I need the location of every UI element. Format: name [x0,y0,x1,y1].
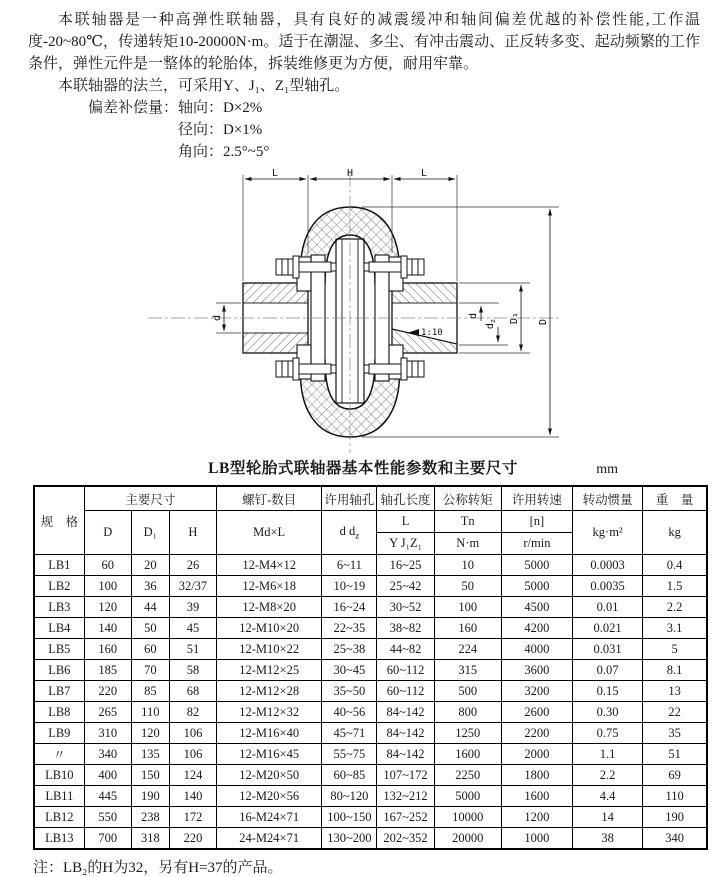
cell-inertia: 0.0035 [573,576,643,597]
cell-inertia: 0.021 [573,618,643,639]
cell-inertia: 38 [573,828,643,850]
cell-bore: 16~24 [322,597,377,618]
cell-torque: 20000 [434,828,501,850]
cell-H: 32/37 [169,576,216,597]
cell-bore-length: 16~25 [377,555,434,576]
cell-D: 100 [84,576,131,597]
cell-D1: 60 [131,639,169,660]
cell-H: 172 [169,807,216,828]
cell-torque: 10 [434,555,501,576]
compensation-items [178,97,269,163]
cell-speed: 5000 [501,576,572,597]
header-bore-len-types: Y J₁Z₁ [377,533,434,555]
cell-bore: 55~75 [322,744,377,765]
table-unit: mm [596,462,618,477]
cell-H: 68 [169,681,216,702]
cell-torque: 500 [434,681,501,702]
cell-weight: 5 [643,639,707,660]
cell-bore: 30~45 [322,660,377,681]
cell-weight: 340 [643,828,707,850]
cell-weight: 8.1 [643,660,707,681]
cell-speed: 2000 [501,744,572,765]
cell-D1: 36 [131,576,169,597]
cell-screw: 12-M8×20 [217,597,322,618]
cell-speed: 1800 [501,765,572,786]
cell-weight: 51 [643,744,707,765]
cell-bore-length: 30~52 [377,597,434,618]
cell-speed: 1600 [501,786,572,807]
cell-H: 58 [169,660,216,681]
table-row [34,660,707,681]
cell-inertia: 0.0003 [573,555,643,576]
dim-label-d-right: d [468,312,479,320]
cell-torque: 1250 [434,723,501,744]
compensation-axial: 轴向：D×2% [178,100,263,116]
cell-speed: 4500 [501,597,572,618]
cell-D: 550 [84,807,131,828]
intro-text [0,0,726,163]
cell-spec: LB4 [34,618,84,639]
header-inertia-unit: kg·m² [573,511,643,555]
cell-screw: 12-M10×20 [217,618,322,639]
cell-weight: 69 [643,765,707,786]
cell-D1: 44 [131,597,169,618]
cell-bore-length: 132~212 [377,786,434,807]
cell-spec: LB13 [34,828,84,850]
cell-speed: 3600 [501,660,572,681]
cell-spec: LB2 [34,576,84,597]
header-bore: 许用轴孔 [322,486,377,511]
cell-D: 160 [84,639,131,660]
cell-D: 265 [84,702,131,723]
cell-bore-length: 167~252 [377,807,434,828]
cell-inertia: 0.15 [573,681,643,702]
cell-bore-length: 44~82 [377,639,434,660]
cell-H: 51 [169,639,216,660]
cell-inertia: 4.4 [573,786,643,807]
cell-torque: 800 [434,702,501,723]
cell-speed: 1200 [501,807,572,828]
cell-screw: 12-M4×12 [217,555,322,576]
cell-weight: 2.2 [643,597,707,618]
cell-bore-length: 84~142 [377,744,434,765]
cell-H: 26 [169,555,216,576]
cell-torque: 5000 [434,786,501,807]
cell-spec: LB10 [34,765,84,786]
cell-screw: 12-M20×50 [217,765,322,786]
cell-D1: 70 [131,660,169,681]
cell-screw: 24-M24×71 [217,828,322,850]
cell-torque: 160 [434,618,501,639]
cell-bore-length: 60~112 [377,681,434,702]
cell-screw: 16-M24×71 [217,807,322,828]
cell-D1: 150 [131,765,169,786]
header-torque-sym: Tn [434,511,501,533]
cell-spec: LB8 [34,702,84,723]
header-col-H: H [169,511,216,555]
cell-H: 106 [169,723,216,744]
compensation-angular: 角向：2.5°~5° [178,144,270,160]
dim-label-dz: $d_z$ [485,318,497,330]
cell-D: 140 [84,618,131,639]
cell-speed: 5000 [501,555,572,576]
coupling-drawing [0,165,726,457]
cell-bore: 6~11 [322,555,377,576]
cell-screw: 12-M12×28 [217,681,322,702]
cell-bore-length: 107~172 [377,765,434,786]
header-torque-unit: N·m [434,533,501,555]
cell-D1: 50 [131,618,169,639]
cell-speed: 1000 [501,828,572,850]
cell-torque: 10000 [434,807,501,828]
cell-D1: 135 [131,744,169,765]
cell-D1: 120 [131,723,169,744]
cell-inertia: 2.2 [573,765,643,786]
cell-speed: 2600 [501,702,572,723]
compensation-label: 偏差补偿量： [88,100,179,116]
cell-bore-length: 60~112 [377,660,434,681]
dim-label-L-left: L [271,168,279,179]
table-row [34,555,707,576]
cell-bore: 45~71 [322,723,377,744]
cell-bore: 35~50 [322,681,377,702]
cell-D: 445 [84,786,131,807]
cell-spec: LB9 [34,723,84,744]
table-row [34,786,707,807]
cell-D: 310 [84,723,131,744]
spec-table-body [34,555,707,850]
cell-spec: LB11 [34,786,84,807]
cell-speed: 4000 [501,639,572,660]
footnote: 注：LB₂的H为32，另有H=37的产品。 [33,860,283,876]
cell-H: 124 [169,765,216,786]
cell-screw: 12-M6×18 [217,576,322,597]
cell-spec: 〃 [34,744,84,765]
cell-torque: 315 [434,660,501,681]
cell-D1: 190 [131,786,169,807]
cell-weight: 13 [643,681,707,702]
spec-table [33,485,708,850]
cell-screw: 12-M12×25 [217,660,322,681]
dim-label-D1: D₁ [509,311,520,325]
cell-inertia: 1.1 [573,744,643,765]
cell-spec: LB1 [34,555,84,576]
cell-inertia: 0.01 [573,597,643,618]
cell-spec: LB7 [34,681,84,702]
taper-label: 1:10 [421,328,443,338]
table-row [34,723,707,744]
header-main-dims: 主要尺寸 [84,486,216,511]
cell-bore: 10~19 [322,576,377,597]
cell-H: 220 [169,828,216,850]
cell-speed: 3200 [501,681,572,702]
header-speed: 许用转速 [501,486,572,511]
cell-inertia: 0.07 [573,660,643,681]
cell-speed: 2200 [501,723,572,744]
header-col-D1: D₁ [131,511,169,555]
table-row [34,618,707,639]
cell-weight: 0.4 [643,555,707,576]
cell-D: 60 [84,555,131,576]
header-bore-len-L: L [377,511,434,533]
cell-weight: 190 [643,807,707,828]
header-weight: 重 量 [643,486,707,511]
cell-spec: LB6 [34,660,84,681]
table-row [34,765,707,786]
cell-inertia: 14 [573,807,643,828]
cell-torque: 50 [434,576,501,597]
header-col-D: D [84,511,131,555]
cell-D1: 238 [131,807,169,828]
cell-H: 140 [169,786,216,807]
table-row [34,828,707,850]
cell-bore-length: 202~352 [377,828,434,850]
cell-weight: 3.1 [643,618,707,639]
cell-weight: 1.5 [643,576,707,597]
cell-screw: 12-M20×56 [217,786,322,807]
cell-torque: 2250 [434,765,501,786]
coupling-section-view [0,165,726,457]
cell-spec: LB12 [34,807,84,828]
cell-bore-length: 25~42 [377,576,434,597]
spec-table-header [34,486,707,555]
cell-D: 340 [84,744,131,765]
dim-label-H: H [346,168,354,179]
cell-D: 120 [84,597,131,618]
cell-D1: 318 [131,828,169,850]
cell-screw: 12-M16×45 [217,744,322,765]
table-row [34,597,707,618]
table-title: LB型轮胎式联轴器基本性能参数和主要尺寸 [208,460,518,477]
dim-label-L-right: L [420,168,428,179]
header-speed-unit: r/min [501,533,572,555]
cell-screw: 12-M16×40 [217,723,322,744]
cell-screw: 12-M10×22 [217,639,322,660]
table-row [34,576,707,597]
table-row [34,639,707,660]
cell-H: 106 [169,744,216,765]
cell-inertia: 0.031 [573,639,643,660]
cell-weight: 110 [643,786,707,807]
cell-D: 220 [84,681,131,702]
table-row [34,702,707,723]
cell-bore-length: 38~82 [377,618,434,639]
cell-D1: 110 [131,702,169,723]
intro-paragraph-1: 本联轴器是一种高弹性联轴器，具有良好的减震缓冲和轴间偏差优越的补偿性能,工作温度-20~80℃，传递转矩10-20000N·m。适于在潮湿、多尘、有冲击震动、正反转多变、起动频繁的工作条件，弹性元件是一整体的轮胎体，拆装维修更为方便，耐用牢靠。 [28,12,700,72]
cell-D: 400 [84,765,131,786]
cell-H: 39 [169,597,216,618]
cell-bore: 22~35 [322,618,377,639]
header-bore-length: 轴孔长度 [377,486,434,511]
cell-D: 185 [84,660,131,681]
cell-spec: LB5 [34,639,84,660]
header-weight-unit: kg [643,511,707,555]
cell-bore-length: 84~142 [377,723,434,744]
header-spec: 规 格 [34,486,84,555]
cell-bore: 60~85 [322,765,377,786]
cell-screw: 12-M12×32 [217,702,322,723]
intro-paragraph-2: 本联轴器的法兰，可采用Y、J₁、Z₁型轴孔。 [58,78,350,94]
cell-bore: 100~150 [322,807,377,828]
cell-bore: 25~38 [322,639,377,660]
header-speed-sym: [n] [501,511,572,533]
cell-spec: LB3 [34,597,84,618]
header-torque: 公称转矩 [434,486,501,511]
cell-inertia: 0.75 [573,723,643,744]
table-row [34,744,707,765]
cell-bore-length: 84~142 [377,702,434,723]
cell-D1: 85 [131,681,169,702]
cell-weight: 35 [643,723,707,744]
cell-torque: 1600 [434,744,501,765]
table-row [34,681,707,702]
cell-H: 45 [169,618,216,639]
compensation-block [88,97,700,163]
cell-torque: 224 [434,639,501,660]
cell-inertia: 0.30 [573,702,643,723]
compensation-radial: 径向：D×1% [178,122,263,138]
cell-H: 82 [169,702,216,723]
cell-weight: 22 [643,702,707,723]
table-caption-row [0,457,726,481]
header-bore-sym: d $d_z$ [322,511,377,555]
header-screw: 螺钉-数目 [217,486,322,511]
cell-torque: 100 [434,597,501,618]
dim-label-D: D [538,318,549,326]
cell-speed: 4200 [501,618,572,639]
cell-bore: 40~56 [322,702,377,723]
table-row [34,807,707,828]
header-screw-sym: Md×L [217,511,322,555]
cell-bore: 80~120 [322,786,377,807]
cell-bore: 130~200 [322,828,377,850]
cell-D1: 20 [131,555,169,576]
dim-label-d-left: d [212,314,223,322]
header-inertia: 转动惯量 [573,486,643,511]
cell-D: 700 [84,828,131,850]
